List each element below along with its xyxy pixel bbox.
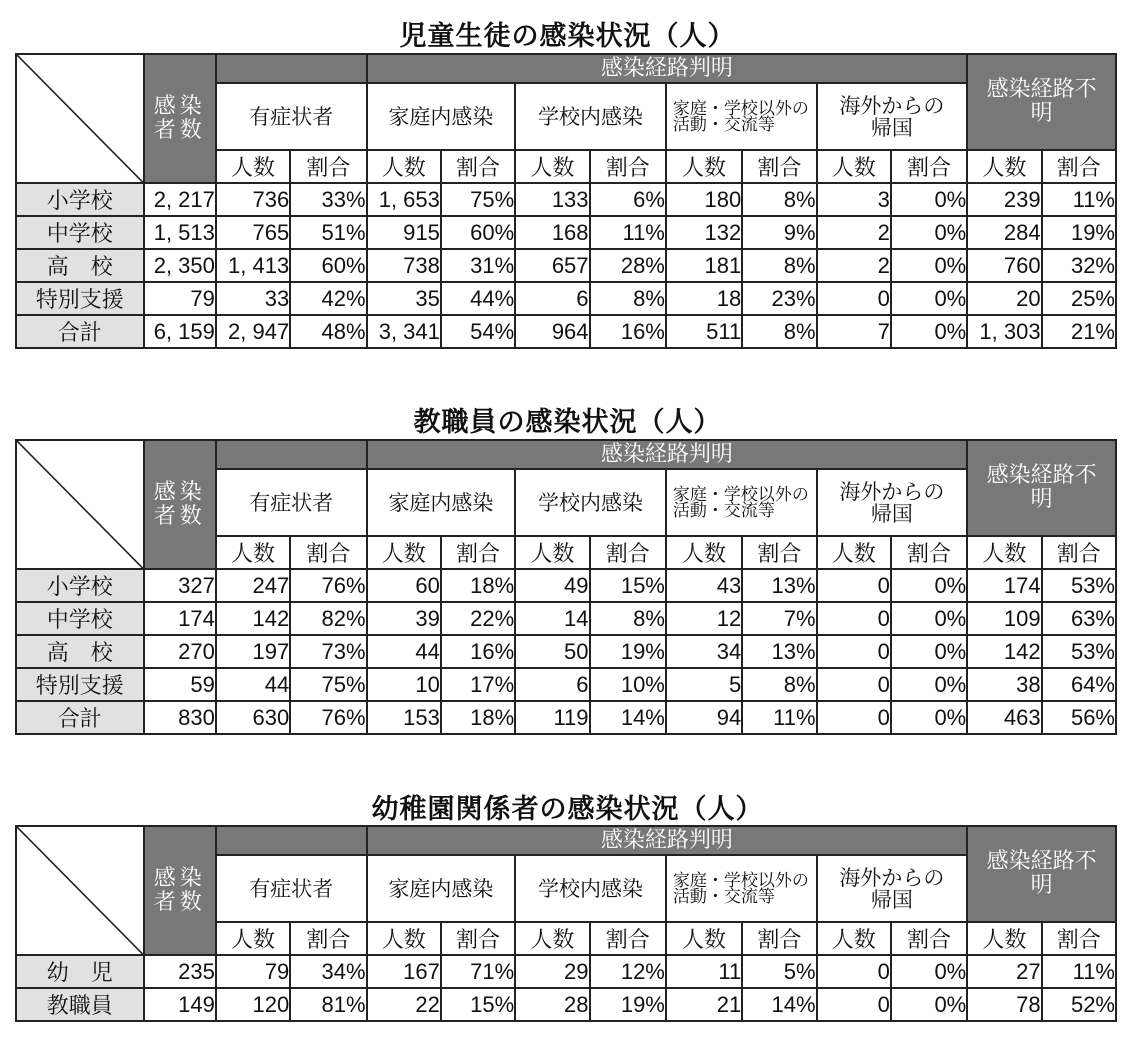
symptomatic-header: 有症状者 bbox=[216, 469, 367, 536]
table-cell: 1, 303 bbox=[967, 315, 1041, 348]
header-row bbox=[16, 440, 1116, 469]
table-cell: 0 bbox=[817, 282, 891, 315]
table-cell: 10% bbox=[590, 668, 666, 701]
table-cell: 33 bbox=[216, 282, 290, 315]
table-cell: 43 bbox=[666, 569, 742, 602]
table-cell: 49 bbox=[515, 569, 589, 602]
ratio-col-header: 割合 bbox=[290, 922, 366, 955]
table-cell: 132 bbox=[666, 216, 742, 249]
count-col-header: 人数 bbox=[515, 536, 589, 569]
ratio-col-header: 割合 bbox=[441, 922, 515, 955]
table-cell: 53% bbox=[1042, 569, 1116, 602]
school-header: 学校内感染 bbox=[515, 469, 666, 536]
symptomatic-header: 有症状者 bbox=[216, 855, 367, 922]
table-cell: 964 bbox=[515, 315, 589, 348]
table-cell: 35 bbox=[367, 282, 441, 315]
table-cell: 0% bbox=[891, 249, 967, 282]
table-cell: 25% bbox=[1042, 282, 1116, 315]
table-row bbox=[16, 955, 1116, 988]
table-cell: 8% bbox=[742, 668, 816, 701]
table-cell: 0% bbox=[891, 955, 967, 988]
table-cell: 174 bbox=[967, 569, 1041, 602]
table-cell: 168 bbox=[515, 216, 589, 249]
table-cell: 738 bbox=[367, 249, 441, 282]
table-row bbox=[16, 249, 1116, 282]
table-cell: 167 bbox=[367, 955, 441, 988]
table-cell: 133 bbox=[515, 183, 589, 216]
ratio-col-header: 割合 bbox=[590, 150, 666, 183]
header-row bbox=[16, 54, 1116, 83]
header-blank bbox=[216, 440, 367, 469]
table-cell: 32% bbox=[1042, 249, 1116, 282]
count-col-header: 人数 bbox=[967, 150, 1041, 183]
table-cell: 142 bbox=[216, 602, 290, 635]
table-cell: 915 bbox=[367, 216, 441, 249]
symptomatic-header: 有症状者 bbox=[216, 83, 367, 150]
table-cell: 18 bbox=[666, 282, 742, 315]
count-col-header: 人数 bbox=[515, 922, 589, 955]
table-cell: 75% bbox=[290, 668, 366, 701]
count-col-header: 人数 bbox=[367, 150, 441, 183]
count-col-header: 人数 bbox=[817, 150, 891, 183]
table-cell: 20 bbox=[967, 282, 1041, 315]
table-cell: 19% bbox=[590, 635, 666, 668]
table-cell: 1, 653 bbox=[367, 183, 441, 216]
table-cell: 19% bbox=[1042, 216, 1116, 249]
table-cell: 79 bbox=[216, 955, 290, 988]
table-cell: 75% bbox=[441, 183, 515, 216]
table-cell: 6 bbox=[515, 282, 589, 315]
table-cell: 63% bbox=[1042, 602, 1116, 635]
ratio-col-header: 割合 bbox=[590, 536, 666, 569]
table-cell: 12 bbox=[666, 602, 742, 635]
table-cell: 23% bbox=[742, 282, 816, 315]
table-cell: 59 bbox=[144, 668, 216, 701]
count-col-header: 人数 bbox=[367, 536, 441, 569]
table-row bbox=[16, 668, 1116, 701]
table-cell: 60% bbox=[290, 249, 366, 282]
count-col-header: 人数 bbox=[666, 150, 742, 183]
table-cell: 52% bbox=[1042, 988, 1116, 1021]
row-label: 中学校 bbox=[16, 602, 144, 635]
table-cell: 0 bbox=[817, 602, 891, 635]
table-cell: 0% bbox=[891, 668, 967, 701]
row-label: 高 校 bbox=[16, 635, 144, 668]
table-cell: 60% bbox=[441, 216, 515, 249]
other-activity-header: 家庭・学校以外の活動・交流等 bbox=[666, 83, 817, 150]
table-cell: 630 bbox=[216, 701, 290, 734]
overseas-header: 海外からの帰国 bbox=[817, 855, 968, 922]
table-cell: 149 bbox=[144, 988, 216, 1021]
row-label: 小学校 bbox=[16, 183, 144, 216]
other-activity-header: 家庭・学校以外の活動・交流等 bbox=[666, 855, 817, 922]
table-cell: 15% bbox=[590, 569, 666, 602]
table-cell: 17% bbox=[441, 668, 515, 701]
table-cell: 0% bbox=[891, 183, 967, 216]
table-cell: 76% bbox=[290, 701, 366, 734]
infection-table bbox=[15, 53, 1117, 349]
table-cell: 28 bbox=[515, 988, 589, 1021]
route-unknown-header: 感染経路不明 bbox=[967, 440, 1116, 536]
count-col-header: 人数 bbox=[817, 536, 891, 569]
table-cell: 270 bbox=[144, 635, 216, 668]
table-cell: 13% bbox=[742, 635, 816, 668]
table-cell: 18% bbox=[441, 701, 515, 734]
count-col-header: 人数 bbox=[817, 922, 891, 955]
row-label: 教職員 bbox=[16, 988, 144, 1021]
table-cell: 6% bbox=[590, 183, 666, 216]
table-cell: 51% bbox=[290, 216, 366, 249]
table-cell: 284 bbox=[967, 216, 1041, 249]
route-unknown-header: 感染経路不明 bbox=[967, 826, 1116, 922]
count-col-header: 人数 bbox=[967, 922, 1041, 955]
table-cell: 8% bbox=[590, 602, 666, 635]
table-cell: 142 bbox=[967, 635, 1041, 668]
table-cell: 3 bbox=[817, 183, 891, 216]
table-cell: 28% bbox=[590, 249, 666, 282]
table-cell: 11% bbox=[590, 216, 666, 249]
table-cell: 56% bbox=[1042, 701, 1116, 734]
table-cell: 5 bbox=[666, 668, 742, 701]
table-cell: 0% bbox=[891, 315, 967, 348]
ratio-col-header: 割合 bbox=[742, 922, 816, 955]
table-row bbox=[16, 569, 1116, 602]
count-col-header: 人数 bbox=[515, 150, 589, 183]
count-col-header: 人数 bbox=[216, 150, 290, 183]
table-cell: 7% bbox=[742, 602, 816, 635]
table-cell: 0 bbox=[817, 569, 891, 602]
table-cell: 18% bbox=[441, 569, 515, 602]
table-cell: 197 bbox=[216, 635, 290, 668]
route-unknown-header: 感染経路不明 bbox=[967, 54, 1116, 150]
table-cell: 79 bbox=[144, 282, 216, 315]
table-cell: 180 bbox=[666, 183, 742, 216]
table-cell: 0% bbox=[891, 701, 967, 734]
ratio-col-header: 割合 bbox=[742, 150, 816, 183]
table-cell: 82% bbox=[290, 602, 366, 635]
table-cell: 19% bbox=[590, 988, 666, 1021]
infected-count-header: 感染 者数 bbox=[144, 826, 216, 955]
table-row bbox=[16, 183, 1116, 216]
table-cell: 14% bbox=[742, 988, 816, 1021]
table-cell: 34 bbox=[666, 635, 742, 668]
table-cell: 830 bbox=[144, 701, 216, 734]
infection-table bbox=[15, 825, 1117, 1022]
table-cell: 10 bbox=[367, 668, 441, 701]
infection-table bbox=[15, 439, 1117, 735]
table-cell: 29 bbox=[515, 955, 589, 988]
table-cell: 15% bbox=[441, 988, 515, 1021]
table-cell: 11 bbox=[666, 955, 742, 988]
table-cell: 16% bbox=[441, 635, 515, 668]
table-cell: 64% bbox=[1042, 668, 1116, 701]
table-cell: 6 bbox=[515, 668, 589, 701]
table-row bbox=[16, 315, 1116, 348]
count-col-header: 人数 bbox=[666, 536, 742, 569]
ratio-col-header: 割合 bbox=[742, 536, 816, 569]
table-title: 教職員の感染状況（人） bbox=[413, 407, 722, 438]
school-header: 学校内感染 bbox=[515, 855, 666, 922]
table-cell: 54% bbox=[441, 315, 515, 348]
table-cell: 657 bbox=[515, 249, 589, 282]
table-cell: 9% bbox=[742, 216, 816, 249]
table-cell: 81% bbox=[290, 988, 366, 1021]
table-row bbox=[16, 216, 1116, 249]
table-cell: 0% bbox=[891, 988, 967, 1021]
table-cell: 2 bbox=[817, 216, 891, 249]
ratio-col-header: 割合 bbox=[290, 536, 366, 569]
table-row bbox=[16, 602, 1116, 635]
row-label: 高 校 bbox=[16, 249, 144, 282]
row-label: 特別支援 bbox=[16, 668, 144, 701]
table-cell: 1, 513 bbox=[144, 216, 216, 249]
table-cell: 44 bbox=[216, 668, 290, 701]
table-cell: 0 bbox=[817, 988, 891, 1021]
table-cell: 2, 350 bbox=[144, 249, 216, 282]
table-cell: 38 bbox=[967, 668, 1041, 701]
infected-count-header: 感染 者数 bbox=[144, 54, 216, 183]
table-cell: 8% bbox=[742, 315, 816, 348]
table-cell: 44% bbox=[441, 282, 515, 315]
table-cell: 7 bbox=[817, 315, 891, 348]
table-cell: 31% bbox=[441, 249, 515, 282]
table-cell: 327 bbox=[144, 569, 216, 602]
table-row bbox=[16, 701, 1116, 734]
table-cell: 736 bbox=[216, 183, 290, 216]
table-cell: 174 bbox=[144, 602, 216, 635]
table-cell: 14 bbox=[515, 602, 589, 635]
table-cell: 21 bbox=[666, 988, 742, 1021]
ratio-col-header: 割合 bbox=[1042, 150, 1116, 183]
table-cell: 13% bbox=[742, 569, 816, 602]
table-cell: 0 bbox=[817, 701, 891, 734]
header-row bbox=[16, 826, 1116, 855]
corner-cell bbox=[16, 54, 144, 183]
table-row bbox=[16, 988, 1116, 1021]
table-cell: 765 bbox=[216, 216, 290, 249]
ratio-col-header: 割合 bbox=[590, 922, 666, 955]
table-cell: 119 bbox=[515, 701, 589, 734]
table-cell: 27 bbox=[967, 955, 1041, 988]
ratio-col-header: 割合 bbox=[891, 150, 967, 183]
route-known-header: 感染経路判明 bbox=[367, 54, 968, 83]
corner-cell bbox=[16, 440, 144, 569]
row-label: 特別支援 bbox=[16, 282, 144, 315]
ratio-col-header: 割合 bbox=[441, 536, 515, 569]
table-cell: 48% bbox=[290, 315, 366, 348]
ratio-col-header: 割合 bbox=[891, 922, 967, 955]
table-cell: 1, 413 bbox=[216, 249, 290, 282]
overseas-header: 海外からの帰国 bbox=[817, 469, 968, 536]
header-blank bbox=[216, 54, 367, 83]
table-cell: 11% bbox=[1042, 955, 1116, 988]
table-cell: 22 bbox=[367, 988, 441, 1021]
table-cell: 3, 341 bbox=[367, 315, 441, 348]
table-cell: 0% bbox=[891, 635, 967, 668]
table-cell: 2, 947 bbox=[216, 315, 290, 348]
route-known-header: 感染経路判明 bbox=[367, 826, 968, 855]
school-header: 学校内感染 bbox=[515, 83, 666, 150]
table-cell: 8% bbox=[742, 249, 816, 282]
count-col-header: 人数 bbox=[967, 536, 1041, 569]
route-known-header: 感染経路判明 bbox=[367, 440, 968, 469]
ratio-col-header: 割合 bbox=[1042, 536, 1116, 569]
table-cell: 0% bbox=[891, 569, 967, 602]
row-label: 合計 bbox=[16, 701, 144, 734]
table-cell: 181 bbox=[666, 249, 742, 282]
ratio-col-header: 割合 bbox=[441, 150, 515, 183]
table-cell: 22% bbox=[441, 602, 515, 635]
table-cell: 6, 159 bbox=[144, 315, 216, 348]
corner-cell bbox=[16, 826, 144, 955]
count-col-header: 人数 bbox=[367, 922, 441, 955]
household-header: 家庭内感染 bbox=[367, 855, 516, 922]
table-cell: 2, 217 bbox=[144, 183, 216, 216]
table-cell: 8% bbox=[590, 282, 666, 315]
table-cell: 16% bbox=[590, 315, 666, 348]
table-cell: 239 bbox=[967, 183, 1041, 216]
count-col-header: 人数 bbox=[216, 922, 290, 955]
table-cell: 21% bbox=[1042, 315, 1116, 348]
household-header: 家庭内感染 bbox=[367, 83, 516, 150]
table-cell: 60 bbox=[367, 569, 441, 602]
table-row bbox=[16, 282, 1116, 315]
table-cell: 5% bbox=[742, 955, 816, 988]
table-cell: 463 bbox=[967, 701, 1041, 734]
table-cell: 11% bbox=[742, 701, 816, 734]
table-cell: 0% bbox=[891, 216, 967, 249]
table-title: 幼稚園関係者の感染状況（人） bbox=[371, 794, 764, 825]
other-activity-header: 家庭・学校以外の活動・交流等 bbox=[666, 469, 817, 536]
overseas-header: 海外からの帰国 bbox=[817, 83, 968, 150]
table-title: 児童生徒の感染状況（人） bbox=[399, 21, 736, 52]
table-cell: 11% bbox=[1042, 183, 1116, 216]
row-label: 合計 bbox=[16, 315, 144, 348]
table-cell: 14% bbox=[590, 701, 666, 734]
table-cell: 71% bbox=[441, 955, 515, 988]
table-cell: 0 bbox=[817, 955, 891, 988]
row-label: 小学校 bbox=[16, 569, 144, 602]
table-cell: 760 bbox=[967, 249, 1041, 282]
table-cell: 34% bbox=[290, 955, 366, 988]
table-cell: 12% bbox=[590, 955, 666, 988]
ratio-col-header: 割合 bbox=[290, 150, 366, 183]
table-cell: 0 bbox=[817, 668, 891, 701]
table-cell: 78 bbox=[967, 988, 1041, 1021]
table-cell: 109 bbox=[967, 602, 1041, 635]
table-row bbox=[16, 635, 1116, 668]
infected-count-header: 感染 者数 bbox=[144, 440, 216, 569]
household-header: 家庭内感染 bbox=[367, 469, 516, 536]
table-cell: 0 bbox=[817, 635, 891, 668]
table-cell: 120 bbox=[216, 988, 290, 1021]
table-cell: 44 bbox=[367, 635, 441, 668]
table-cell: 247 bbox=[216, 569, 290, 602]
table-cell: 53% bbox=[1042, 635, 1116, 668]
table-cell: 8% bbox=[742, 183, 816, 216]
count-col-header: 人数 bbox=[666, 922, 742, 955]
table-cell: 235 bbox=[144, 955, 216, 988]
row-label: 幼 児 bbox=[16, 955, 144, 988]
ratio-col-header: 割合 bbox=[891, 536, 967, 569]
table-cell: 39 bbox=[367, 602, 441, 635]
table-cell: 0% bbox=[891, 282, 967, 315]
table-cell: 2 bbox=[817, 249, 891, 282]
table-cell: 42% bbox=[290, 282, 366, 315]
ratio-col-header: 割合 bbox=[1042, 922, 1116, 955]
table-cell: 153 bbox=[367, 701, 441, 734]
table-cell: 0% bbox=[891, 602, 967, 635]
table-cell: 33% bbox=[290, 183, 366, 216]
count-col-header: 人数 bbox=[216, 536, 290, 569]
table-cell: 94 bbox=[666, 701, 742, 734]
table-cell: 73% bbox=[290, 635, 366, 668]
table-cell: 50 bbox=[515, 635, 589, 668]
table-cell: 511 bbox=[666, 315, 742, 348]
header-blank bbox=[216, 826, 367, 855]
table-cell: 76% bbox=[290, 569, 366, 602]
row-label: 中学校 bbox=[16, 216, 144, 249]
